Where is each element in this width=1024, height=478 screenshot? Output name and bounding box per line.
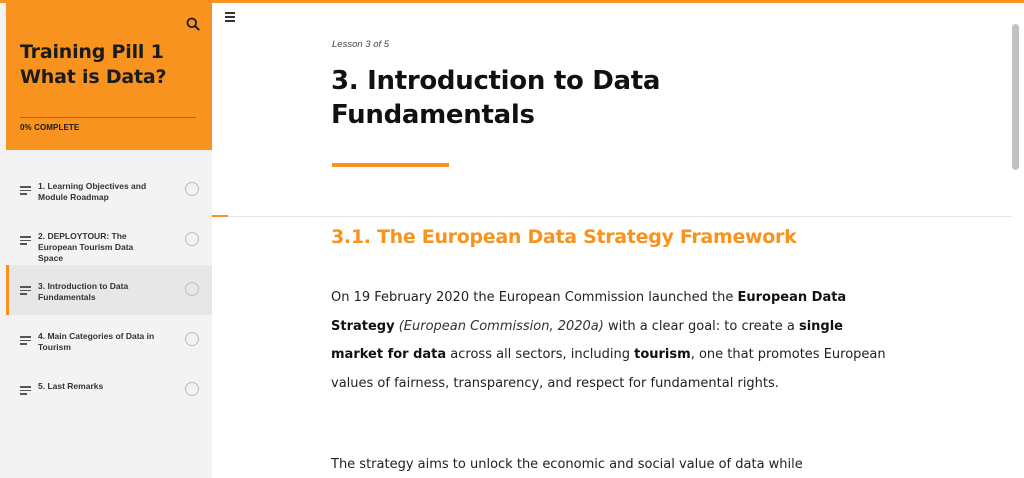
lesson-lines-icon	[20, 286, 31, 295]
section-heading: 3.1. The European Data Strategy Framework	[331, 226, 797, 248]
active-indicator	[6, 265, 9, 315]
lesson-status-circle-icon	[185, 232, 199, 246]
lesson-item-3[interactable]	[6, 265, 212, 315]
lesson-lines-icon	[20, 236, 31, 245]
lesson-lines-icon	[20, 186, 31, 195]
menu-toggle-button[interactable]	[225, 12, 237, 22]
lesson-counter: Lesson 3 of 5	[332, 39, 390, 50]
section-divider	[212, 216, 1012, 217]
search-button[interactable]	[182, 13, 204, 35]
course-sidebar	[0, 3, 212, 478]
lesson-item-5[interactable]	[6, 365, 212, 415]
lesson-item-2[interactable]	[6, 215, 212, 265]
lesson-status-circle-icon	[185, 332, 199, 346]
lesson-title: 3. Introduction to Data Fundamentals	[331, 66, 661, 130]
lesson-label: 1. Learning Objectives and Module Roadmap	[38, 181, 147, 202]
lesson-item-1[interactable]	[6, 165, 212, 215]
lesson-status-circle-icon	[185, 182, 199, 196]
lesson-label: 3. Introduction to Data Fundamentals	[38, 281, 129, 302]
lesson-label: 2. DEPLOYTOUR: The European Tourism Data Space	[38, 231, 134, 263]
scrollbar-thumb[interactable]	[1012, 24, 1019, 170]
progress-label: 0% COMPLETE	[20, 123, 80, 132]
lesson-lines-icon	[20, 336, 31, 345]
search-icon	[186, 17, 200, 31]
sidebar-header	[6, 3, 212, 150]
title-underline	[332, 163, 449, 167]
lesson-item-4[interactable]	[6, 315, 212, 365]
section-divider-accent	[212, 215, 228, 217]
body-paragraph: The strategy aims to unlock the economic and social value of data while	[331, 457, 803, 472]
lesson-status-circle-icon	[185, 282, 199, 296]
lesson-lines-icon	[20, 386, 31, 395]
lesson-label: 5. Last Remarks	[38, 381, 104, 391]
lesson-status-circle-icon	[185, 382, 199, 396]
course-title: Training Pill 1 What is Data?	[20, 41, 167, 88]
progress-divider	[20, 117, 196, 118]
lesson-label: 4. Main Categories of Data in Tourism	[38, 331, 155, 352]
body-paragraph: On 19 February 2020 the European Commission launched the European Data Strategy (European Commission, 2020a) with a clear goal: to create a single market for data across all sectors, including tourism, one that promotes European values of fairness, transparency, and respect for fundamental rights.	[331, 290, 886, 391]
